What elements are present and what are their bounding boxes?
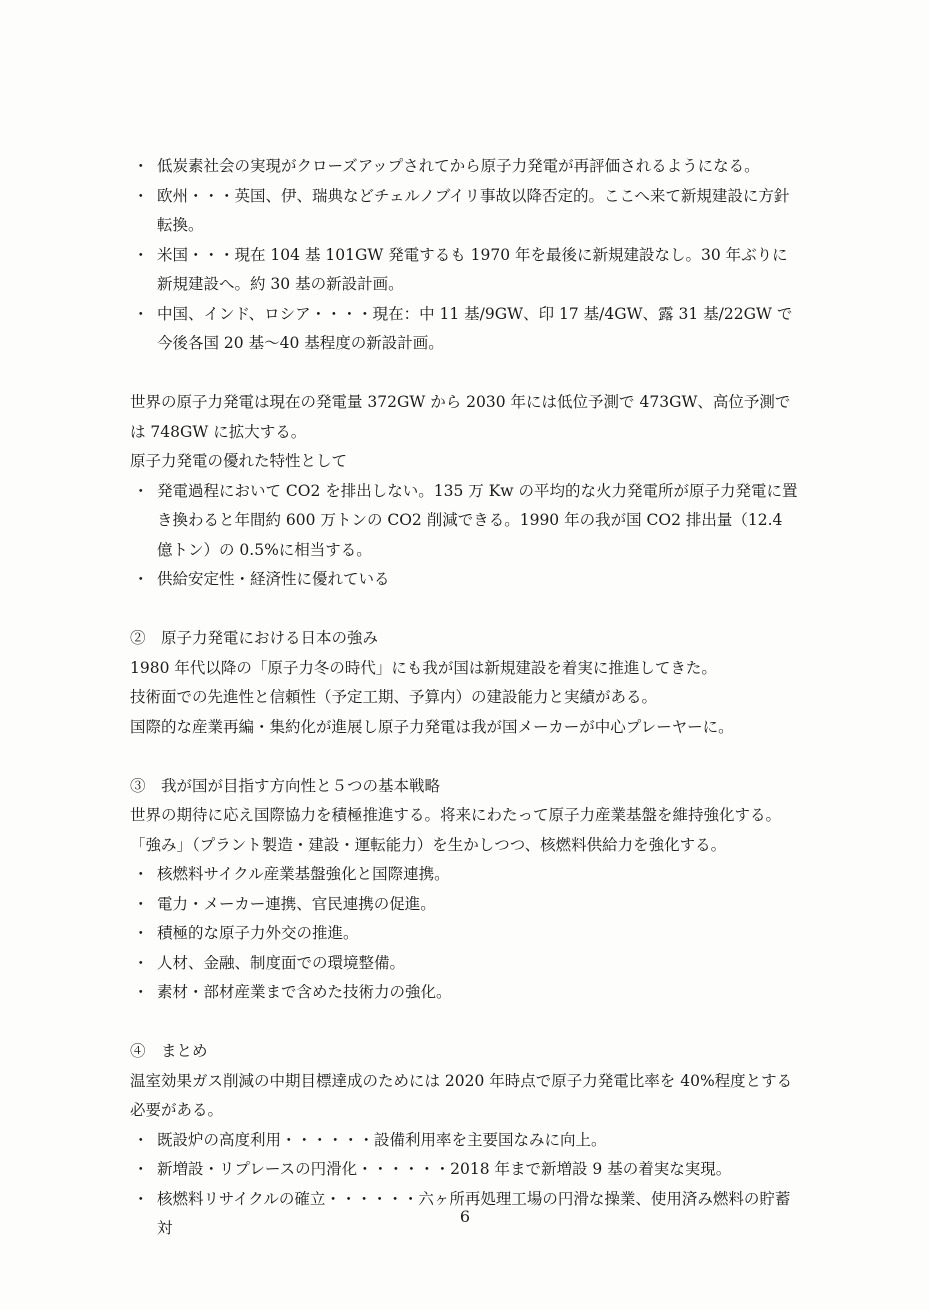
section-3-heading: ③ 我が国が目指す方向性と５つの基本戦略	[130, 776, 441, 795]
section-4-paragraph: 温室効果ガス削減の中期目標達成のためには 2020 年時点で原子力発電比率を 40%程度とする必要がある。	[130, 1071, 793, 1119]
world-forecast-paragraph: 世界の原子力発電は現在の発電量 372GW から 2030 年には低位予測で 473GW、高位予測では 748GW に拡大する。	[130, 393, 791, 441]
bullet-mark: ・	[133, 1160, 149, 1178]
list-item-text: 米国・・・現在 104 基 101GW 発電するも 1970 年を最後に新規建設なし。30 年ぶりに新規建設へ。約 30 基の新設計画。	[157, 245, 788, 293]
list-item-text: 電力・メーカー連携、官民連携の促進。	[157, 894, 436, 913]
list-item-text: 新増設・リプレースの円滑化・・・・・・2018 年まで新増設 9 基の着実な実現。	[157, 1160, 732, 1178]
bullet-mark: ・	[133, 953, 149, 972]
list-item	[130, 919, 800, 949]
list-item	[130, 152, 800, 182]
section-2-line: 1980 年代以降の「原子力冬の時代」にも我が国は新規建設を着実に推進してきた。	[130, 658, 717, 677]
list-item	[130, 565, 800, 595]
list-item	[130, 978, 800, 1008]
list-item-text: 人材、金融、制度面での環境整備。	[157, 953, 406, 972]
list-item	[130, 241, 800, 300]
list-item	[130, 860, 800, 890]
section-2-heading: ② 原子力発電における日本の強み	[130, 629, 379, 647]
list-item	[130, 890, 800, 920]
bullet-mark: ・	[133, 983, 149, 1001]
list-item	[130, 1126, 800, 1156]
bullet-mark: ・	[133, 186, 149, 205]
bullet-mark: ・	[133, 1130, 149, 1149]
list-item-text: 素材・部材産業まで含めた技術力の強化。	[157, 983, 452, 1001]
bullet-mark: ・	[133, 304, 149, 323]
list-item-text: 核燃料リサイクルの確立・・・・・・六ヶ所再処理工場の円滑な操業、使用済み燃料の貯蓄対	[157, 1189, 791, 1237]
page-body	[130, 152, 800, 1244]
bullet-mark: ・	[133, 1189, 149, 1208]
section-2-line: 国際的な産業再編・集約化が進展し原子力発電は我が国メーカーが中心プレーヤーに。	[130, 717, 734, 736]
bullet-mark: ・	[133, 924, 149, 942]
list-item	[130, 300, 800, 359]
section-2-line: 技術面での先進性と信頼性（予定工期、予算内）の建設能力と実績がある。	[130, 688, 658, 706]
bullet-mark: ・	[133, 245, 149, 264]
section-3-paragraph: 世界の期待に応え国際協力を積極推進する。将来にわたって原子力産業基盤を維持強化する。「強み」（プラント製造・建設・運転能力）を生かしつつ、核燃料供給力を強化する。	[130, 806, 782, 854]
bullet-mark: ・	[133, 481, 149, 500]
bullet-mark: ・	[133, 865, 149, 883]
list-item	[130, 1155, 800, 1185]
list-item-text: 低炭素社会の実現がクローズアップされてから原子力発電が再評価されるようになる。	[157, 157, 760, 175]
features-bullet-list	[130, 477, 800, 595]
features-intro: 原子力発電の優れた特性として	[130, 452, 348, 470]
intro-bullet-list	[130, 152, 800, 359]
list-item-text: 発電過程において CO2 を排出しない。135 万 Kw の平均的な火力発電所が原子力発電に置き換わると年間約 600 万トンの CO2 削減できる。1990 年の我が国 CO2 排出量（12.4 億トン）の 0.5%に相当する。	[157, 481, 798, 559]
list-item-text: 供給安定性・経済性に優れている	[157, 570, 390, 588]
list-item-text: 中国、インド、ロシア・・・・現在：中 11 基/9GW、印 17 基/4GW、露 31 基/22GW で今後各国 20 基〜40 基程度の新設計画。	[157, 304, 793, 352]
list-item-text: 欧州・・・英国、伊、瑞典などチェルノブイリ事故以降否定的。ここへ来て新規建設に方針転換。	[157, 186, 790, 234]
list-item	[130, 949, 800, 979]
bullet-mark: ・	[133, 894, 149, 913]
list-item-text: 積極的な原子力外交の推進。	[157, 924, 359, 942]
bullet-mark: ・	[133, 157, 149, 175]
bullet-mark: ・	[133, 570, 149, 588]
list-item-text: 核燃料サイクル産業基盤強化と国際連携。	[157, 865, 450, 883]
section-4-heading: ④ まとめ	[130, 1042, 208, 1060]
list-item	[130, 477, 800, 566]
list-item	[130, 182, 800, 241]
list-item-text: 既設炉の高度利用・・・・・・設備利用率を主要国なみに向上。	[157, 1130, 607, 1149]
strategy-bullet-list	[130, 860, 800, 1008]
page-number: 6	[459, 1207, 471, 1226]
